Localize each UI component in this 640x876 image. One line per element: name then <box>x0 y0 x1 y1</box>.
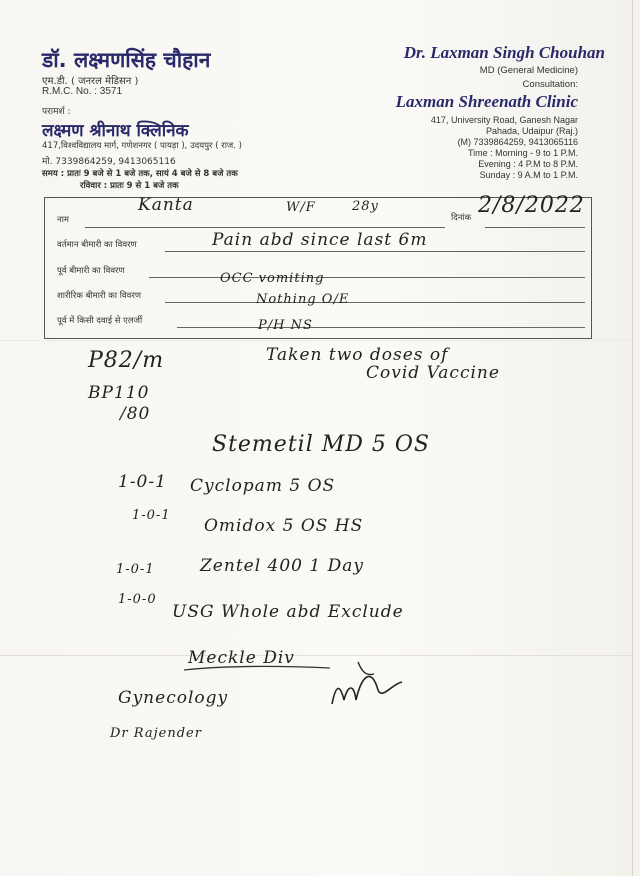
hw-rx-4: Zentel 400 1 Day <box>200 556 364 576</box>
hw-rx-2-dose: 1-0-1 <box>132 508 171 523</box>
doctor-degree-english: MD (General Medicine) <box>479 65 578 76</box>
time-evening: Evening : 4 P.M to 8 P.M. <box>478 159 578 169</box>
doctor-degree-hindi: एम.डी. ( जनरल मेडिसन ) <box>42 76 139 87</box>
clinic-address-hindi: 417,विश्वविद्यालय मार्ग, गणेशनगर ( पायड़ा ), उदयपुर ( राज. ) <box>42 141 242 151</box>
hw-rx-1-dose: 1-0-1 <box>118 472 167 492</box>
hw-history-line-1: Taken two doses of <box>266 345 449 365</box>
doctor-name-english: Dr. Laxman Singh Chouhan <box>403 43 605 62</box>
time-morning: Time : Morning - 9 to 1 P.M. <box>467 148 578 158</box>
time-sunday: Sunday : 9 A.M to 1 P.M. <box>479 170 578 180</box>
name-line <box>85 227 445 228</box>
paper-crease <box>0 340 632 341</box>
clinic-name-hindi: लक्ष्मण श्रीनाथ क्लिनिक <box>42 121 189 141</box>
hw-physical-illness: Nothing O/E <box>256 292 350 307</box>
hw-referral-1: Gynecology <box>118 688 229 708</box>
name-label: नाम <box>57 215 70 225</box>
rmc-number: R.M.C. No. : 3571 <box>42 86 123 97</box>
hw-rx-4-dose: 1-0-0 <box>118 592 157 607</box>
mobile-english: (M) 7339864259, 9413065116 <box>457 137 578 147</box>
timing-weekday-hindi: समय : प्रातः 9 बजे से 1 बजे तक, सायं 4 बजे से 8 बजे तक <box>42 169 238 179</box>
clinic-details-english <box>431 115 578 181</box>
past-illness-line <box>149 277 585 278</box>
hw-bp-diastolic: /80 <box>120 404 151 424</box>
current-illness-label: वर्तमान बीमारी का विवरण <box>57 240 137 250</box>
date-line <box>485 227 585 228</box>
clinic-name-english: Laxman Shreenath Clinic <box>395 92 578 111</box>
hw-patient-age: 28y <box>352 199 379 214</box>
hw-history-line-2: Covid Vaccine <box>366 363 500 383</box>
hw-date: 2/8/2022 <box>478 193 585 218</box>
timing-sunday-hindi: रविवार : प्रातः 9 से 1 बजे तक <box>80 181 179 191</box>
doctor-signature <box>322 654 412 716</box>
hw-investigation-1: USG Whole abd Exclude <box>172 602 404 622</box>
doctor-name-hindi: डॉ. लक्ष्मणसिंह चौहान <box>42 48 211 72</box>
mobile-hindi: मो. 7339864259, 9413065116 <box>42 157 176 167</box>
address-line-1: 417, University Road, Ganesh Nagar <box>430 115 578 125</box>
hw-referral-2: Dr Rajender <box>110 726 202 741</box>
hw-patient-sex: W/F <box>286 200 316 215</box>
hw-current-illness: Pain abd since last 6m <box>212 230 428 250</box>
hw-bp: BP110 <box>88 383 150 403</box>
consultation-label-hindi: परामर्श : <box>42 107 71 117</box>
hw-past-illness: OCC vomiting <box>220 271 325 286</box>
patient-details-form <box>44 197 592 339</box>
hw-pulse: P82/m <box>88 348 165 373</box>
hw-rx-3-dose: 1-0-1 <box>116 562 155 577</box>
hw-rx-1: Stemetil MD 5 OS <box>212 432 430 457</box>
past-illness-label: पूर्व बीमारी का विवरण <box>57 266 125 276</box>
physical-illness-label: शारीरिक बीमारी का विवरण <box>57 291 141 301</box>
physical-illness-line <box>165 302 585 303</box>
hw-investigation-2: Meckle Div <box>188 648 295 668</box>
hw-allergy: P/H NS <box>258 318 313 333</box>
allergy-line <box>177 327 585 328</box>
paper-fold <box>0 655 632 656</box>
hw-rx-3: Omidox 5 OS HS <box>204 516 364 536</box>
consultation-label-english: Consultation: <box>522 79 578 90</box>
underline-mark <box>180 662 340 676</box>
address-line-2: Pahada, Udaipur (Raj.) <box>485 126 578 136</box>
hw-rx-2: Cyclopam 5 OS <box>190 476 336 496</box>
date-label: दिनांक <box>451 213 472 223</box>
current-illness-line <box>165 251 585 252</box>
hw-patient-name: Kanta <box>138 195 194 215</box>
allergy-label: पूर्व में किसी दवाई से एलर्जी <box>57 316 143 326</box>
